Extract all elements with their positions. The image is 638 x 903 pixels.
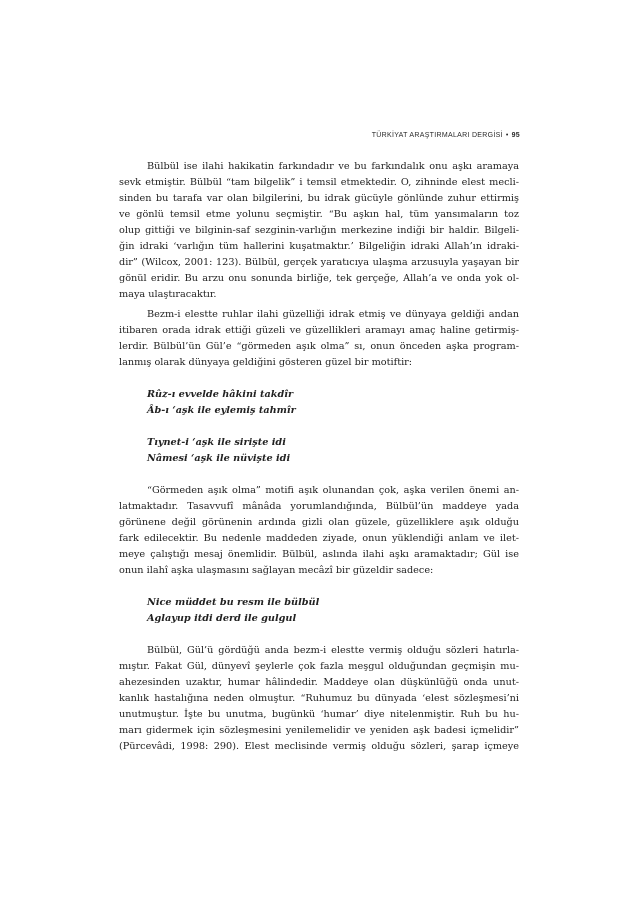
text-line: sinden bu tarafa var olan bilgilerini, bu idrak gücüyle gönlünde zuhur ettirmiş: [119, 193, 519, 204]
text-line: maya ulaştıracaktır.: [119, 289, 217, 300]
text-line: ğin idraki ‘varlığın tüm hallerini kuşatmaktır.’ Bilgeliğin idraki Allah’ın idraki-: [119, 241, 519, 252]
text-line: onun ilahî aşka ulaşmasını sağlayan mecâzî bir güzeldir sadece:: [119, 565, 434, 576]
running-header: [372, 132, 520, 139]
text-line: Bülbül, Gül’ü gördüğü anda bezm-i elestte vermiş olduğu sözleri hatırla-: [147, 645, 519, 656]
verse-block-1: [119, 387, 519, 467]
verse-line: Nice müddet bu resm ile bülbül: [147, 597, 320, 608]
text-line: ahezesinden uzaktır, humar hâlindedir. Maddeye olan düşkünlüğü onda unut-: [119, 677, 519, 688]
text-line: lanmış olarak dünyaya geldiğini gösteren güzel bir motiftir:: [119, 357, 413, 368]
text-line: lerdir. Bülbül’ün Gül’e “görmeden aşık olma” sı, onun önceden aşka program-: [119, 341, 519, 352]
text-line: marı gidermek için sözleşmesini yenilemelidir ve yeniden aşk badesi içmelidir”: [119, 725, 519, 736]
text-line: ve gönlü temsil etme yolunu seçmiştir. “Bu aşkın hal, tüm yansımaların toz: [119, 209, 519, 220]
text-line: sevk etmiştir. Bülbül “tam bilgelik” i temsil etmektedir. O, zihninde elest mecli-: [119, 177, 519, 188]
paragraph-3: [119, 483, 519, 579]
paragraph-2: [119, 307, 519, 371]
text-line: gönül eridir. Bu arzu onu sonunda birliğe, tek gerçeğe, Allah’a ve onda yok ol-: [119, 273, 519, 284]
paragraph-4: [119, 643, 519, 755]
text-line: “Görmeden aşık olma” motifi aşık olunandan çok, aşka verilen önemi an-: [147, 485, 519, 496]
journal-title: TÜRKİYAT ARAŞTIRMALARI DERGİSİ: [371, 132, 503, 139]
paragraph-1: [119, 159, 519, 303]
text-line: latmaktadır. Tasavvufî mânâda yorumlandığında, Bülbül’ün maddeye yada: [119, 501, 519, 512]
text-line: kanlık hastalığına neden olmuştur. “Ruhumuz bu dünyada ‘elest sözleşmesi’ni: [119, 693, 519, 704]
verse-line: Tıynet-i ‘aşk ile sirişte idi: [147, 437, 286, 448]
text-line: Bezm-i elestte ruhlar ilahi güzelliği idrak etmiş ve dünyaya geldiği andan: [147, 309, 519, 320]
verse-block-2: [119, 595, 519, 627]
text-line: olup gittiği ve bilginin-saf sezginin-varlığın merkezine indiği bir haldir. Bilgeli-: [119, 225, 519, 236]
header-separator: •: [505, 132, 509, 139]
text-line: (Pürcevâdi, 1998: 290). Elest meclisinde vermiş olduğu sözleri, şarap içmeye: [119, 741, 519, 752]
text-line: Bülbül ise ilahi hakikatin farkındadır ve bu farkındalık onu aşkı aramaya: [147, 161, 519, 172]
text-line: unutmuştur. İşte bu unutma, bugünkü ‘humar’ diye nitelenmiştir. Ruh bu hu-: [119, 709, 519, 720]
text-line: dir” (Wilcox, 2001: 123). Bülbül, gerçek yaratıcıya ulaşma arzusuyla yaşayan bir: [119, 257, 519, 268]
text-line: itibaren orada idrak ettiği güzeli ve güzellikleri aramayı amaç haline getirmiş-: [119, 325, 519, 336]
body-text: [119, 159, 519, 755]
text-line: fark edilecektir. Bu nedenle maddeden ziyade, onun yüklendiği anlam ve ilet-: [119, 533, 519, 544]
verse-line: Aglayup itdi derd ile gulgul: [147, 613, 297, 624]
text-line: görünene değil görünenin ardında gizli olan güzele, güzelliklere aşık olduğu: [119, 517, 519, 528]
page-number: 95: [511, 132, 520, 139]
verse-line: Âb-ı ‘aşk ile eylemiş tahmîr: [147, 405, 296, 416]
verse-line: Rûz-ı evvelde hâkini takdîr: [147, 389, 294, 400]
verse-line: Nâmesi ‘aşk ile nüvişte idi: [147, 453, 291, 464]
text-line: meye çalıştığı mesaj önemlidir. Bülbül, aslında ilahi aşkı aramaktadır; Gül ise: [119, 549, 519, 560]
text-line: mıştır. Fakat Gül, dünyevî şeylerle çok fazla meşgul olduğundan geçmişin mu-: [119, 661, 519, 672]
